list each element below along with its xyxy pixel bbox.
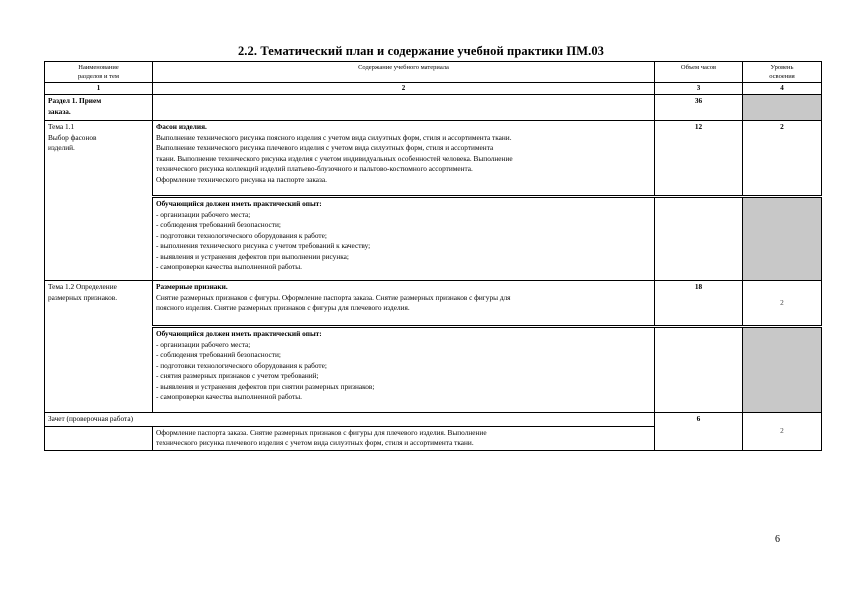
section-row xyxy=(45,95,822,121)
section-content xyxy=(153,95,655,121)
header-content: Содержание учебного материала xyxy=(153,62,655,83)
page-number: 6 xyxy=(775,534,780,545)
practice-row xyxy=(45,197,822,281)
topic-row xyxy=(45,281,822,327)
credit-hours: 6 xyxy=(655,413,743,451)
header-hours: Объем часов xyxy=(655,62,743,83)
header-sections: Наименование разделов и тем xyxy=(45,62,153,83)
practice-row xyxy=(45,327,822,413)
topic-level: 2 xyxy=(743,121,822,197)
page-title: 2.2. Тематический план и содержание учебной практики ПМ.03 xyxy=(237,44,605,58)
column-number: 3 xyxy=(655,83,743,95)
credit-name: Зачет (проверочная работа) xyxy=(45,413,655,427)
topic-level: 2 xyxy=(743,281,822,327)
credit-level: 2 xyxy=(743,413,822,451)
practice-hours xyxy=(655,197,743,281)
credit-content: Оформление паспорта заказа. Снятие размерных признаков с фигуры для плечевого изделия. Выполнение технического рисунка плечевого изделия с учетом вида силуэтных форм, стиля и ассортимента ткани. xyxy=(153,426,655,450)
practice-hours xyxy=(655,327,743,413)
thematic-plan-table xyxy=(44,61,822,451)
topic-name: Тема 1.1 Выбор фасонов изделий. xyxy=(45,121,153,281)
credit-blank-cell xyxy=(45,426,153,450)
practice-content: Обучающийся должен иметь практический опыт: - организации рабочего места; - соблюдения требований безопасности; - подготовки технологического оборудования к работе; - выполнения технического рисунка с учетом требований к качеству; - выявления и устранения дефектов при выполнении рисунка; - самопроверки качества выполненной работы. xyxy=(153,197,655,281)
topic-row xyxy=(45,121,822,197)
topic-hours: 18 xyxy=(655,281,743,327)
column-number-row xyxy=(45,83,822,95)
practice-level-shaded xyxy=(743,197,822,281)
topic-hours: 12 xyxy=(655,121,743,197)
header-row xyxy=(45,62,822,83)
section-hours: 36 xyxy=(655,95,743,121)
practice-content: Обучающийся должен иметь практический опыт: - организации рабочего места; - соблюдения требований безопасности; - подготовки технологического оборудования к работе; - снятия размерных признаков с учетом требований; - выявления и устранения дефектов при снятии размерных признаков; - самопроверки качества выполненной работы. xyxy=(153,327,655,413)
header-level: Уровень освоения xyxy=(743,62,822,83)
column-number: 1 xyxy=(45,83,153,95)
section-level-shaded xyxy=(743,95,822,121)
column-number: 4 xyxy=(743,83,822,95)
practice-level-shaded xyxy=(743,327,822,413)
credit-title-row xyxy=(45,413,822,427)
section-name: Раздел 1. Прием заказа. xyxy=(45,95,153,121)
column-number: 2 xyxy=(153,83,655,95)
topic-content: Фасон изделия. Выполнение технического рисунка поясного изделия с учетом вида силуэтных форм, стиля и ассортимента ткани. Выполнение технического рисунка плечевого изделия с учетом вида силуэтных форм, стиля и ассортимента ткани. Выполнение технического рисунка изделия с учетом индивидуальных особенностей человека. Выполнение технического рисунка коллекций изделий платьево-блузочного и пальтово-костюмного ассортимента. Оформление технического рисунка на паспорте заказа. xyxy=(153,121,655,197)
topic-name: Тема 1.2 Определение размерных признаков. xyxy=(45,281,153,413)
topic-content: Размерные признаки. Снятие размерных признаков с фигуры. Оформление паспорта заказа. Снятие размерных признаков с фигуры для поясного изделия. Снятие размерных признаков с фигуры для плечевого изделия. xyxy=(153,281,655,327)
